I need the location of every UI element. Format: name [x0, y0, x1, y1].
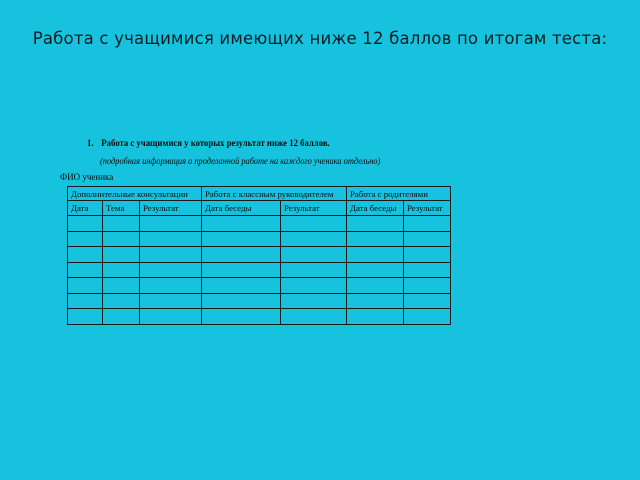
- column-header-result: Результат: [404, 201, 451, 216]
- table-row: [68, 216, 451, 232]
- student-name-label: ФИО ученика: [60, 172, 114, 182]
- table-cell: [140, 247, 202, 263]
- table-cell: [347, 216, 404, 232]
- column-header-topic: Тема: [103, 201, 140, 216]
- table-body: [68, 216, 451, 325]
- table-row: [68, 231, 451, 247]
- table-cell: [202, 216, 281, 232]
- table-row: [68, 262, 451, 278]
- results-table: [67, 186, 451, 325]
- table-cell: [140, 231, 202, 247]
- table-cell: [103, 231, 140, 247]
- table-cell: [404, 247, 451, 263]
- table-cell: [347, 293, 404, 309]
- table-cell: [68, 216, 103, 232]
- table-cell: [140, 293, 202, 309]
- column-header-conversation-date: Дата беседы: [202, 201, 281, 216]
- table-cell: [140, 278, 202, 294]
- table-row: [68, 293, 451, 309]
- table-cell: [140, 216, 202, 232]
- group-header-class-teacher: Работа с классным руководителем: [202, 187, 347, 201]
- table-cell: [281, 216, 347, 232]
- column-header-result: Результат: [140, 201, 202, 216]
- table-cell: [404, 216, 451, 232]
- table-cell: [103, 293, 140, 309]
- table-cell: [103, 309, 140, 325]
- table-cell: [281, 262, 347, 278]
- column-header-date: Дата: [68, 201, 103, 216]
- item-heading: [87, 138, 422, 150]
- table-cell: [347, 278, 404, 294]
- table-cell: [347, 262, 404, 278]
- table-cell: [68, 278, 103, 294]
- table-cell: [347, 247, 404, 263]
- group-header-consultations: Дополнительные консультации: [68, 187, 202, 201]
- table-cell: [202, 278, 281, 294]
- table-cell: [347, 309, 404, 325]
- table-row: [68, 247, 451, 263]
- table-cell: [202, 247, 281, 263]
- item-heading-text: Работа с учащимися у которых результат ниже 12 баллов.: [101, 139, 330, 149]
- table-cell: [281, 293, 347, 309]
- table-cell: [103, 278, 140, 294]
- table-cell: [68, 231, 103, 247]
- column-header-conversation-date: Дата беседы: [347, 201, 404, 216]
- table-cell: [68, 293, 103, 309]
- table-cell: [281, 247, 347, 263]
- table-cell: [202, 231, 281, 247]
- table-cell: [281, 231, 347, 247]
- table-cell: [404, 309, 451, 325]
- table-cell: [281, 309, 347, 325]
- table-subheader-row: [68, 201, 451, 216]
- table-row: [68, 278, 451, 294]
- table-cell: [202, 293, 281, 309]
- table-cell: [202, 309, 281, 325]
- slide-title: Работа с учащимися имеющих ниже 12 баллов по итогам теста:: [32, 29, 608, 48]
- table-cell: [404, 262, 451, 278]
- table-cell: [404, 231, 451, 247]
- table-cell: [347, 231, 404, 247]
- item-subtitle: (подробная информация о проделанной работе на каждого ученика отдельно): [100, 156, 381, 166]
- table-cell: [103, 247, 140, 263]
- table-cell: [140, 262, 202, 278]
- table-cell: [404, 293, 451, 309]
- table-cell: [404, 278, 451, 294]
- table-cell: [202, 262, 281, 278]
- table-cell: [103, 262, 140, 278]
- group-header-parents: Работа с родителями: [347, 187, 451, 201]
- table-cell: [68, 309, 103, 325]
- table-cell: [103, 216, 140, 232]
- table-row: [68, 309, 451, 325]
- table-cell: [281, 278, 347, 294]
- table-cell: [140, 309, 202, 325]
- item-number: 1.: [87, 139, 94, 149]
- table-group-header-row: [68, 187, 451, 201]
- table-cell: [68, 247, 103, 263]
- table-cell: [68, 262, 103, 278]
- column-header-result: Результат: [281, 201, 347, 216]
